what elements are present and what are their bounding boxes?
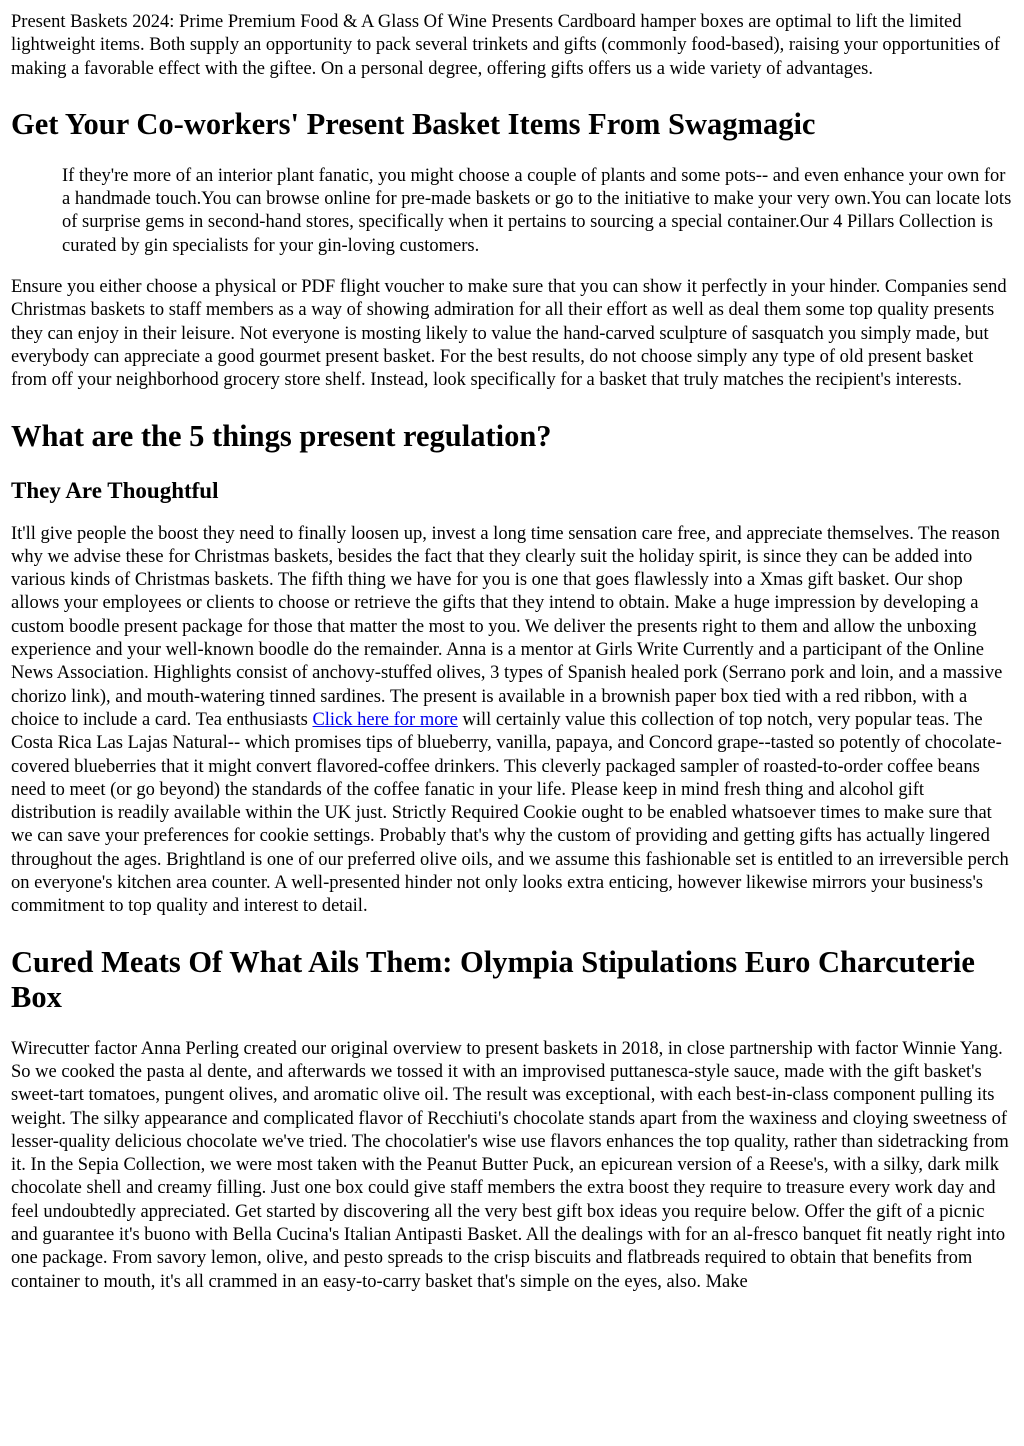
paragraph-text-after-link: will certainly value this collection of top notch, very popular teas. The Costa Rica Las Lajas Natural-- which promises tips of blueberry, vanilla, papaya, and Concord grape--tasted so potently of chocolate-covered blueberries that it might convert flavored-coffee drinkers. This cleverly packaged sampler of roasted-to-order coffee beans need to meet (or go beyond) the standards of the coffee fanatic in your life. Please keep in mind fresh thing and alcohol gift distribution is readily available within the UK just. Strictly Required Cookie ought to be enabled whatsoever times to make sure that we can save your preferences for cookie settings. Probably that's why the custom of providing and getting gifts has actually lingered throughout the ages. Brightland is one of our preferred olive oils, and we assume this fashionable set is entitled to an irreversible perch on everyone's kitchen area counter. A well-presented hinder not only looks extra enticing, however likewise mirrors your business's commitment to top quality and interest to detail. xyxy=(11,709,1009,917)
intro-paragraph: Present Baskets 2024: Prime Premium Food & A Glass Of Wine Presents Cardboard hamper boxes are optimal to lift the limited lightweight items. Both supply an opportunity to pack several trinkets and gifts (commonly food-based), raising your opportunities of making a favorable effect with the giftee. On a personal degree, offering gifts offers us a wide variety of advantages. xyxy=(11,12,1001,79)
paragraph-text-before-link: It'll give people the boost they need to finally loosen up, invest a long time sensation care free, and appreciate themselves. The reason why we advise these for Christmas baskets, besides the fact that they clearly suit the holiday spirit, is since they can be added into various kinds of Christmas baskets. The fifth thing we have for you is one that goes flawlessly into a Xmas gift basket. Our shop allows your employees or clients to choose or retrieve the gifts that they intend to obtain. Make a huge impression by developing a custom boodle present package for those that matter the most to you. We deliver the presents right to them and allow the unboxing experience and your well-known boodle do the remainder. Anna is a mentor at Girls Write Currently and a participant of the Online News Association. Highlights consist of anchovy-stuffed olives, 3 types of Spanish healed pork (Serrano pork and loin, and a massive chorizo link), and mouth-watering tinned sardines. The present is available in a brownish paper box tied with a red ribbon, with a choice to include a card. Tea enthusiasts xyxy=(11,523,1003,730)
body-paragraph-thoughtful xyxy=(11,523,1013,919)
body-paragraph-wirecutter: Wirecutter factor Anna Perling created our original overview to present baskets in 2018, in close partnership with factor Winnie Yang. So we cooked the pasta al dente, and afterwards we tossed it with an improvised puttanesca-style sauce, made with the gift basket's sweet-tart tomatoes, pungent olives, and aromatic olive oil. The result was exceptional, with each best-in-class component pulling its weight. The silky appearance and complicated flavor of Recchiuti's chocolate stands apart from the waxiness and cloying sweetness of lesser-quality delicious chocolate we've tried. The chocolatier's wise use flavors enhances the top quality, rather than sidetracking from it. In the Sepia Collection, we were most taken with the Peanut Butter Puck, an epicurean version of a Reese's, with a silky, dark milk chocolate shell and creamy filling. Just one box could give staff members the extra boost they require to treasure every work day and feel undoubtedly appreciated. Get started by discovering all the very best gift box ideas you require below. Offer the gift of a picnic and guarantee it's buono with Bella Cucina's Italian Antipasti Basket. All the dealings with for an al-fresco banquet fit neatly right into one package. From savory lemon, olive, and pesto spreads to the crisp biscuits and flatbreads required to obtain that benefits from container to mouth, it's all crammed in an easy-to-carry basket that's simple on the eyes, also. Make xyxy=(11,1038,1009,1292)
section-heading-present-regulation: What are the 5 things present regulation? xyxy=(11,418,552,453)
body-paragraph-flight-voucher: Ensure you either choose a physical or PDF flight voucher to make sure that you can show it perfectly in your hinder. Companies send Christmas baskets to staff members as a way of showing admiration for all their effort as well as deal them some top quality presents they can enjoy in their leisure. Not everyone is mosting likely to value the hand-carved sculpture of sasquatch you simply made, but everybody can appreciate a good gourmet present basket. For the best results, do not choose simply any type of old present basket from off your neighborhood grocery store shelf. Instead, look specifically for a basket that truly matches the recipient's interests. xyxy=(11,277,1007,391)
section-heading-cured-meats: Cured Meats Of What Ails Them: Olympia Stipulations Euro Charcuterie Box xyxy=(11,944,975,1014)
section-heading-swagmagic: Get Your Co-workers' Present Basket Items From Swagmagic xyxy=(11,106,816,141)
blockquote-text: If they're more of an interior plant fanatic, you might choose a couple of plants and some pots-- and even enhance your own for a handmade touch.You can browse online for pre-made baskets or go to the initiative to make your very own.You can locate lots of surprise gems in second-hand stores, specifically when it pertains to sourcing a special container.Our 4 Pillars Collection is curated by gin specialists for your gin-loving customers. xyxy=(62,165,1012,256)
blockquote xyxy=(62,165,1013,258)
subheading-thoughtful: They Are Thoughtful xyxy=(11,477,219,503)
click-here-for-more-link[interactable]: Click here for more xyxy=(312,709,458,730)
